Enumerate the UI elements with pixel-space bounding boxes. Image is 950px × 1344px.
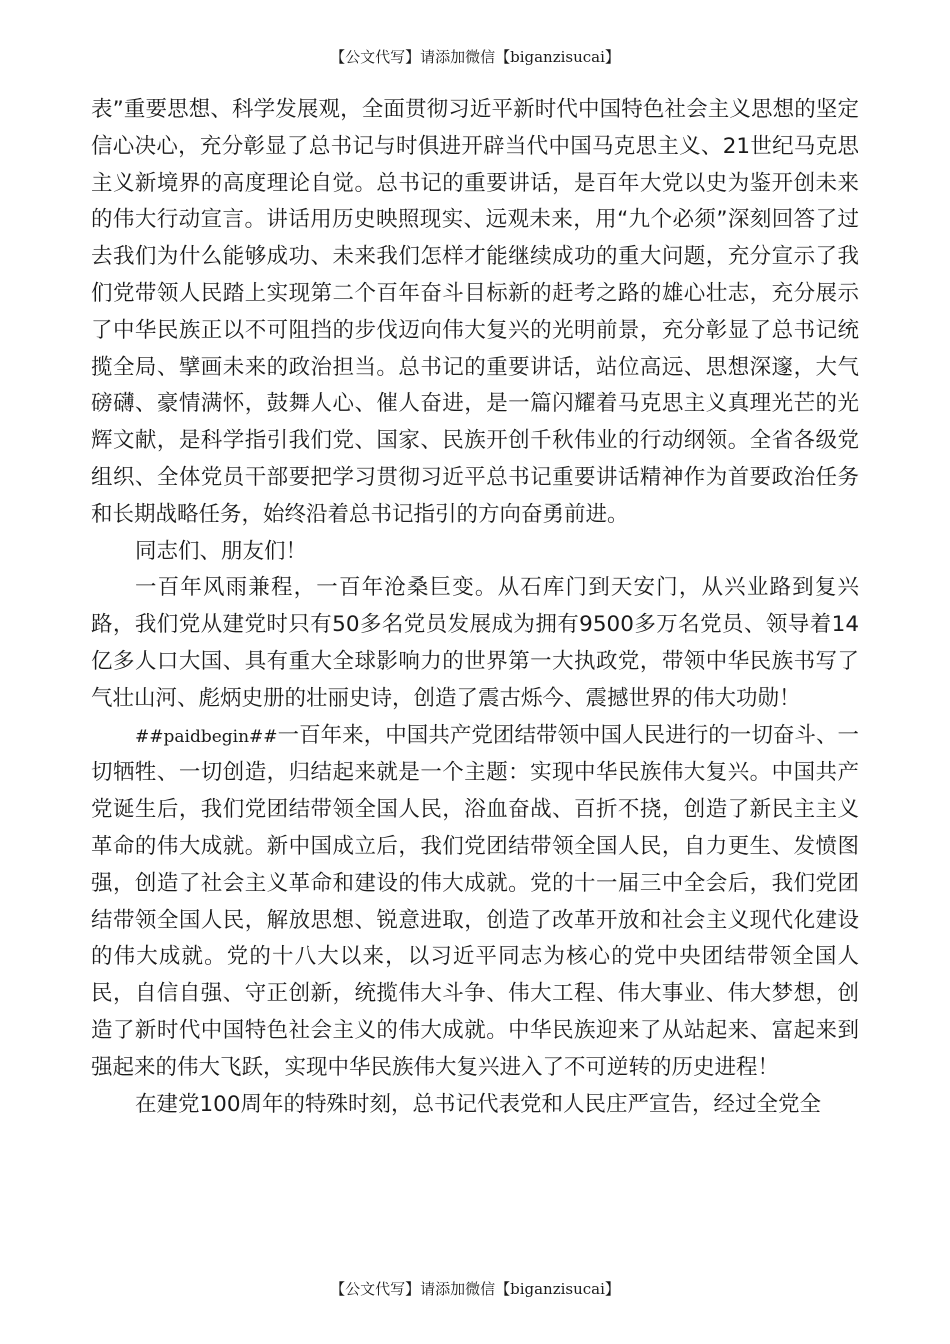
page-footer: 【公文代写】请添加微信【biganzisucai】	[330, 1280, 620, 1298]
paid-begin-marker: ##paidbegin##	[135, 726, 278, 747]
paragraph-5: 在建党100周年的特殊时刻，总书记代表党和人民庄严宣告，经过全党全	[135, 1091, 822, 1117]
paragraph-2: 同志们、朋友们！	[135, 538, 308, 564]
paragraph-4	[91, 718, 859, 1087]
paragraph-1: 表”重要思想、科学发展观，全面贯彻习近平新时代中国特色社会主义思想的坚定信心决心，充分彰显了总书记与时俱进开辟当代中国马克思主义、21世纪马克思主义新境界的高度理论自觉。总书记的重要讲话，是百年大党以史为鉴开创未来的伟大行动宣言。讲话用历史映照现实、远观未来，用“九个必须”深刻回答了过去我们为什么能够成功、未来我们怎样才能继续成功的重大问题，充分宣示了我们党带领人民踏上实现第二个百年奋斗目标新的赶考之路的雄心壮志，充分展示了中华民族正以不可阻挡的步伐迈向伟大复兴的光明前景，充分彰显了总书记统揽全局、擘画未来的政治担当。总书记的重要讲话，站位高远、思想深邃，大气磅礴、豪情满怀，鼓舞人心、催人奋进，是一篇闪耀着马克思主义真理光芒的光辉文献，是科学指引我们党、国家、民族开创千秋伟业的行动纲领。全省各级党组织、全体党员干部要把学习贯彻习近平总书记重要讲话精神作为首要政治任务和长期战略任务，始终沿着总书记指引的方向奋勇前进。	[91, 97, 859, 527]
paragraph-4-text: 一百年来，中国共产党团结带领中国人民进行的一切奋斗、一切牺牲、一切创造，归结起来就是一个主题：实现中华民族伟大复兴。中国共产党诞生后，我们党团结带领全国人民，浴血奋战、百折不挠，创造了新民主主义革命的伟大成就。新中国成立后，我们党团结带领全国人民，自力更生、发愤图强，创造了社会主义革命和建设的伟大成就。党的十一届三中全会后，我们党团结带领全国人民，解放思想、锐意进取，创造了改革开放和社会主义现代化建设的伟大成就。党的十八大以来，以习近平同志为核心的党中央团结带领全国人民，自信自强、守正创新，统揽伟大斗争、伟大工程、伟大事业、伟大梦想，创造了新时代中国特色社会主义的伟大成就。中华民族迎来了从站起来、富起来到强起来的伟大飞跃，实现中华民族伟大复兴进入了不可逆转的历史进程！	[91, 722, 859, 1080]
page-header: 【公文代写】请添加微信【biganzisucai】	[330, 48, 620, 66]
paragraph-3: 一百年风雨兼程，一百年沧桑巨变。从石库门到天安门，从兴业路到复兴路，我们党从建党时只有50多名党员发展成为拥有9500多万名党员、领导着14亿多人口大国、具有重大全球影响力的世界第一大执政党，带领中华民族书写了气壮山河、彪炳史册的壮丽史诗，创造了震古烁今、震撼世界的伟大功勋！	[91, 575, 859, 711]
document-body	[91, 92, 859, 1123]
